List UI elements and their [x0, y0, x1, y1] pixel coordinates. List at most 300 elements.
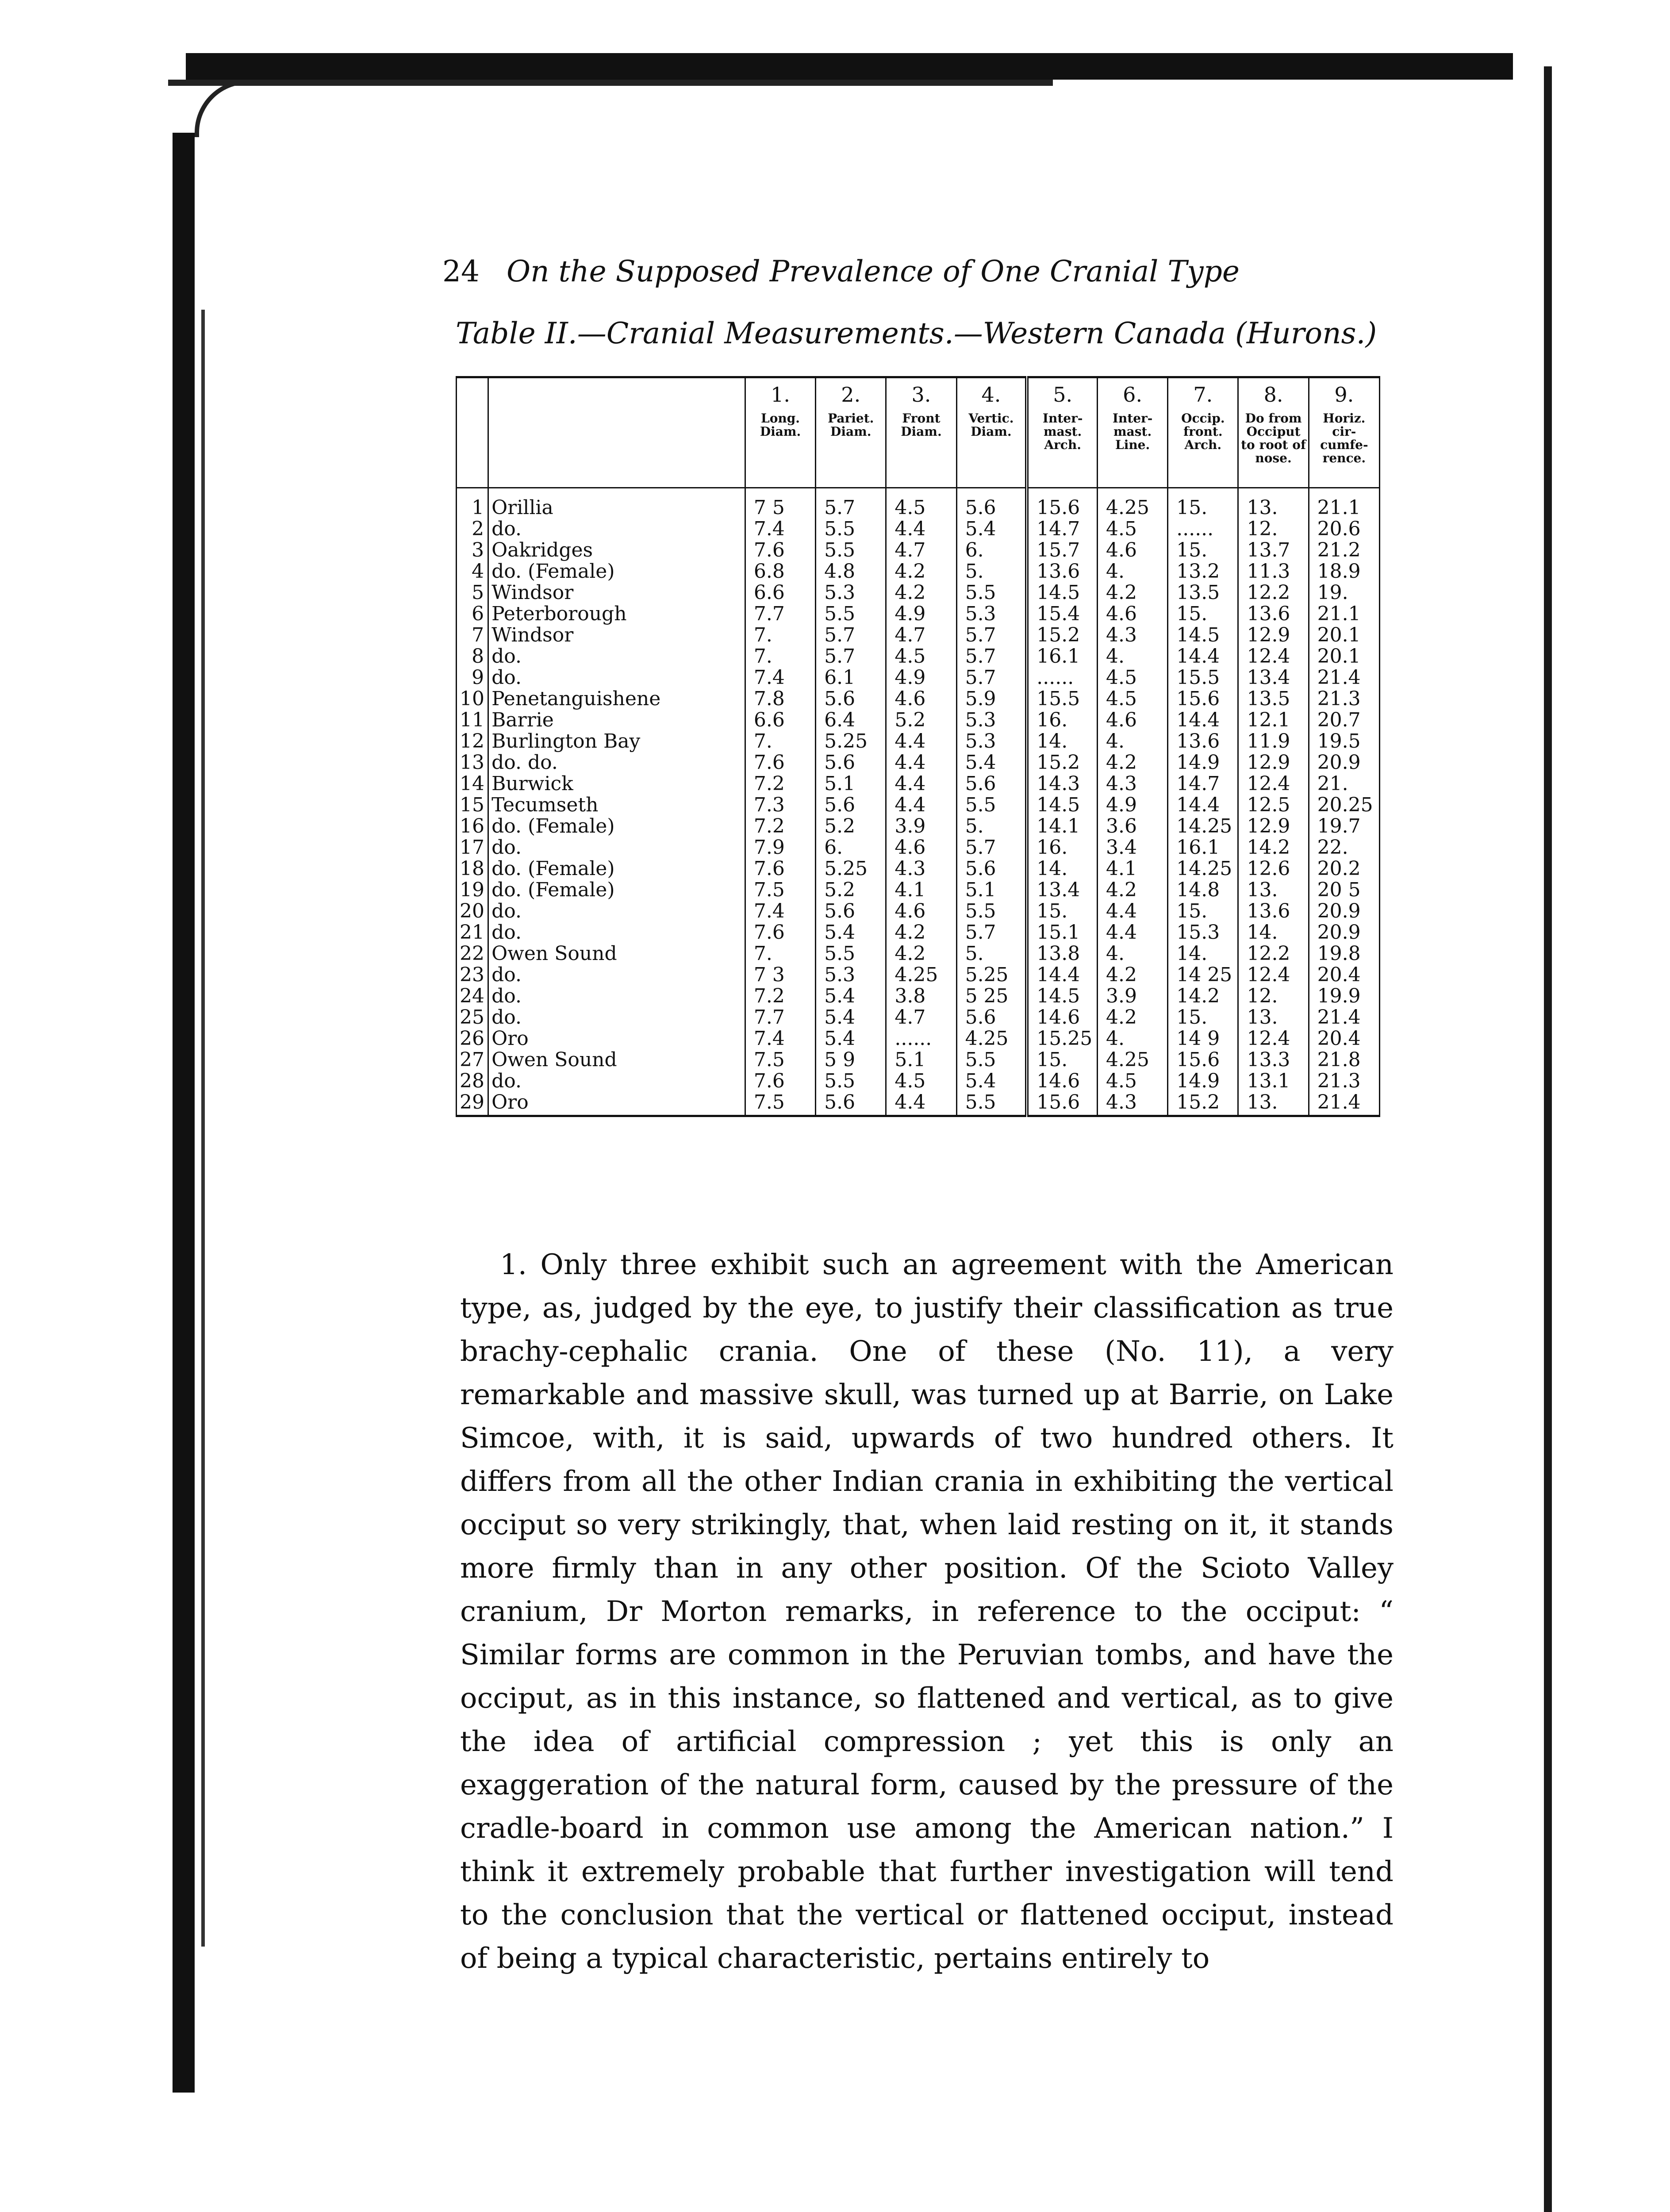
cell-col-9: 21.4: [1309, 1092, 1379, 1116]
cell-col-5: 16.1: [1027, 646, 1097, 667]
table-row: [457, 795, 1380, 816]
cell-col-4: 5.1: [956, 879, 1027, 901]
cell-col-2: 5.6: [816, 752, 886, 773]
cell-col-3: 3.8: [886, 986, 956, 1007]
cell-col-3: 4.5: [886, 488, 956, 519]
cell-col-7: 13.6: [1168, 731, 1238, 752]
column-number: 9.: [1334, 383, 1354, 407]
cell-col-9: 20 5: [1309, 879, 1379, 901]
table-row: [457, 625, 1380, 646]
row-number: 2: [457, 518, 488, 540]
cell-col-2: 5.5: [816, 518, 886, 540]
cell-col-4: 5 25: [956, 986, 1027, 1007]
cell-col-5: 15.1: [1027, 922, 1097, 943]
scan-border-top: [186, 53, 1513, 80]
cell-col-3: 4.4: [886, 1092, 956, 1116]
row-location: do. (Female): [488, 816, 745, 837]
row-number: 29: [457, 1092, 488, 1116]
cell-col-6: 3.9: [1098, 986, 1168, 1007]
header-cell-location: [488, 377, 745, 488]
cell-col-6: 4.1: [1098, 858, 1168, 879]
cell-col-9: 21.3: [1309, 1071, 1379, 1092]
column-label: Occip. front. Arch.: [1181, 411, 1225, 452]
cell-col-7: 15.: [1168, 1007, 1238, 1028]
cell-col-9: 20.9: [1309, 752, 1379, 773]
row-number: 5: [457, 582, 488, 603]
row-number: 12: [457, 731, 488, 752]
cell-col-4: 5.: [956, 943, 1027, 964]
cell-col-3: 4.5: [886, 1071, 956, 1092]
cell-col-6: 4.6: [1098, 603, 1168, 625]
row-location: Windsor: [488, 625, 745, 646]
cell-col-7: 14.25: [1168, 816, 1238, 837]
cell-col-8: 13.6: [1238, 901, 1309, 922]
cell-col-7: 14.7: [1168, 773, 1238, 795]
scan-border-left-thin: [201, 310, 205, 1947]
row-location: do. (Female): [488, 858, 745, 879]
cell-col-7: 15.5: [1168, 667, 1238, 688]
cell-col-9: 22.: [1309, 837, 1379, 858]
cell-col-3: 4.4: [886, 752, 956, 773]
cell-col-3: 4.4: [886, 795, 956, 816]
scan-border-left: [173, 133, 195, 2093]
cell-col-4: 5.7: [956, 922, 1027, 943]
cell-col-9: 21.1: [1309, 488, 1379, 519]
cell-col-9: 20.2: [1309, 858, 1379, 879]
cell-col-8: 12.9: [1238, 752, 1309, 773]
table-row: [457, 858, 1380, 879]
row-number: 1: [457, 488, 488, 519]
cell-col-8: 13.7: [1238, 540, 1309, 561]
cell-col-2: 5 9: [816, 1049, 886, 1071]
cell-col-6: 4.3: [1098, 1092, 1168, 1116]
cell-col-6: 4.2: [1098, 582, 1168, 603]
column-label: Pariet. Diam.: [828, 411, 874, 439]
cell-col-9: 20.7: [1309, 710, 1379, 731]
cell-col-8: 12.4: [1238, 773, 1309, 795]
cell-col-6: 4.: [1098, 943, 1168, 964]
cell-col-8: 11.3: [1238, 561, 1309, 582]
cell-col-1: 7 3: [745, 964, 815, 986]
cell-col-8: 13.: [1238, 879, 1309, 901]
cell-col-3: 4.25: [886, 964, 956, 986]
cell-col-4: 5.: [956, 816, 1027, 837]
cell-col-5: 15.: [1027, 1049, 1097, 1071]
scan-border-right: [1544, 66, 1552, 2212]
cell-col-7: 14.4: [1168, 646, 1238, 667]
cell-col-4: 5.6: [956, 488, 1027, 519]
cell-col-2: 5.2: [816, 816, 886, 837]
cell-col-6: 4.: [1098, 561, 1168, 582]
cell-col-5: 14.3: [1027, 773, 1097, 795]
cell-col-1: 7.6: [745, 540, 815, 561]
cell-col-2: 5.3: [816, 582, 886, 603]
cell-col-1: 6.8: [745, 561, 815, 582]
cell-col-3: 4.4: [886, 518, 956, 540]
cell-col-6: 4.6: [1098, 540, 1168, 561]
cell-col-5: 15.4: [1027, 603, 1097, 625]
cell-col-1: 7.6: [745, 1071, 815, 1092]
cell-col-4: 5.6: [956, 773, 1027, 795]
measurements-table: [456, 376, 1380, 1117]
cell-col-4: 5.5: [956, 1092, 1027, 1116]
row-number: 21: [457, 922, 488, 943]
table-row: [457, 837, 1380, 858]
header-title: On the Supposed Prevalence of One Cranial Type: [506, 254, 1240, 288]
cell-col-4: 5.4: [956, 1071, 1027, 1092]
table-caption: Table II.—Cranial Measurements.—Western Canada (Hurons.): [456, 316, 1377, 350]
cell-col-1: 6.6: [745, 710, 815, 731]
cell-col-9: 21.4: [1309, 667, 1379, 688]
column-label: Front Diam.: [901, 411, 942, 439]
cell-col-1: 7.: [745, 625, 815, 646]
row-location: Burlington Bay: [488, 731, 745, 752]
cell-col-2: 5.25: [816, 858, 886, 879]
cell-col-9: 21.3: [1309, 688, 1379, 710]
cell-col-9: 19.8: [1309, 943, 1379, 964]
row-number: 17: [457, 837, 488, 858]
row-location: Peterborough: [488, 603, 745, 625]
cell-col-5: 14.5: [1027, 582, 1097, 603]
header-cell-col-2: [816, 377, 886, 488]
cell-col-3: 4.6: [886, 688, 956, 710]
cell-col-5: 15.7: [1027, 540, 1097, 561]
cell-col-8: 13.: [1238, 488, 1309, 519]
cell-col-5: 15.5: [1027, 688, 1097, 710]
cell-col-2: 6.1: [816, 667, 886, 688]
column-number: 1.: [771, 383, 790, 407]
table-row: [457, 922, 1380, 943]
cell-col-9: 19.: [1309, 582, 1379, 603]
cell-col-8: 14.2: [1238, 837, 1309, 858]
row-location: do.: [488, 518, 745, 540]
row-number: 10: [457, 688, 488, 710]
cell-col-9: 21.8: [1309, 1049, 1379, 1071]
cell-col-8: 13.1: [1238, 1071, 1309, 1092]
cell-col-4: 5.4: [956, 518, 1027, 540]
cell-col-8: 12.2: [1238, 582, 1309, 603]
cell-col-6: 4.9: [1098, 795, 1168, 816]
cell-col-6: 4.4: [1098, 922, 1168, 943]
cell-col-8: 13.3: [1238, 1049, 1309, 1071]
cell-col-2: 5.4: [816, 922, 886, 943]
row-location: Orillia: [488, 488, 745, 519]
cell-col-7: 15.: [1168, 901, 1238, 922]
cell-col-4: 5.5: [956, 582, 1027, 603]
cell-col-4: 5.25: [956, 964, 1027, 986]
table-row: [457, 561, 1380, 582]
column-label: Inter-mast. Arch.: [1042, 411, 1083, 452]
cell-col-8: 13.6: [1238, 603, 1309, 625]
cell-col-3: 4.9: [886, 603, 956, 625]
cell-col-3: 5.1: [886, 1049, 956, 1071]
row-location: do.: [488, 667, 745, 688]
column-number: 6.: [1123, 383, 1143, 407]
cell-col-7: 14.4: [1168, 795, 1238, 816]
scan-border-top-thin: [168, 80, 1053, 86]
cell-col-9: 21.4: [1309, 1007, 1379, 1028]
table-row: [457, 986, 1380, 1007]
cell-col-1: 7 5: [745, 488, 815, 519]
table-row: [457, 731, 1380, 752]
row-number: 16: [457, 816, 488, 837]
cell-col-3: 4.7: [886, 625, 956, 646]
cell-col-5: 14.4: [1027, 964, 1097, 986]
header-cell-col-8: [1238, 377, 1309, 488]
cell-col-9: 20.1: [1309, 625, 1379, 646]
cell-col-7: 16.1: [1168, 837, 1238, 858]
cell-col-2: 5.7: [816, 646, 886, 667]
cell-col-5: 13.6: [1027, 561, 1097, 582]
row-location: do.: [488, 1007, 745, 1028]
cell-col-8: 12.5: [1238, 795, 1309, 816]
cell-col-5: 15.: [1027, 901, 1097, 922]
cell-col-9: 19.5: [1309, 731, 1379, 752]
row-location: do.: [488, 1071, 745, 1092]
cell-col-3: 4.4: [886, 773, 956, 795]
cell-col-5: 14.6: [1027, 1007, 1097, 1028]
cell-col-3: 4.2: [886, 582, 956, 603]
cell-col-4: 5.6: [956, 1007, 1027, 1028]
table-row: [457, 667, 1380, 688]
table-row: [457, 816, 1380, 837]
cell-col-7: ......: [1168, 518, 1238, 540]
cell-col-7: 13.2: [1168, 561, 1238, 582]
row-location: Barrie: [488, 710, 745, 731]
cell-col-2: 5.6: [816, 688, 886, 710]
row-location: do.: [488, 837, 745, 858]
cell-col-4: 5.3: [956, 710, 1027, 731]
cell-col-8: 12.2: [1238, 943, 1309, 964]
cell-col-9: 19.9: [1309, 986, 1379, 1007]
cell-col-7: 15.6: [1168, 688, 1238, 710]
row-number: 18: [457, 858, 488, 879]
cell-col-5: 14.5: [1027, 795, 1097, 816]
cell-col-2: 5.5: [816, 603, 886, 625]
cell-col-8: 13.: [1238, 1092, 1309, 1116]
cell-col-7: 13.5: [1168, 582, 1238, 603]
table-row: [457, 1092, 1380, 1116]
cell-col-8: 13.5: [1238, 688, 1309, 710]
row-location: do.: [488, 901, 745, 922]
cell-col-4: 5.6: [956, 858, 1027, 879]
cell-col-2: 5.5: [816, 540, 886, 561]
cell-col-1: 7.6: [745, 752, 815, 773]
column-number: 7.: [1193, 383, 1213, 407]
cell-col-2: 5.1: [816, 773, 886, 795]
cell-col-6: 4.2: [1098, 752, 1168, 773]
cell-col-9: 21.: [1309, 773, 1379, 795]
cell-col-3: 4.1: [886, 879, 956, 901]
cell-col-4: 5.3: [956, 603, 1027, 625]
row-number: 8: [457, 646, 488, 667]
row-number: 7: [457, 625, 488, 646]
cell-col-1: 7.5: [745, 1049, 815, 1071]
cell-col-2: 5.4: [816, 1028, 886, 1049]
cell-col-7: 14.9: [1168, 752, 1238, 773]
cell-col-8: 12.4: [1238, 1028, 1309, 1049]
row-number: 6: [457, 603, 488, 625]
header-cell-col-3: [886, 377, 956, 488]
cell-col-4: 5.7: [956, 837, 1027, 858]
cell-col-4: 5.3: [956, 731, 1027, 752]
cell-col-9: 20.6: [1309, 518, 1379, 540]
cell-col-2: 6.4: [816, 710, 886, 731]
cell-col-8: 12.4: [1238, 646, 1309, 667]
row-number: 28: [457, 1071, 488, 1092]
cell-col-1: 7.: [745, 731, 815, 752]
row-location: do.: [488, 964, 745, 986]
cell-col-1: 7.2: [745, 816, 815, 837]
cell-col-2: 5.6: [816, 1092, 886, 1116]
column-label: Do from Occiput to root of nose.: [1241, 411, 1306, 465]
cell-col-4: 5.: [956, 561, 1027, 582]
cell-col-2: 5.4: [816, 1007, 886, 1028]
table-row: [457, 773, 1380, 795]
row-number: 22: [457, 943, 488, 964]
table-row: [457, 752, 1380, 773]
row-number: 20: [457, 901, 488, 922]
cell-col-2: 5.6: [816, 901, 886, 922]
table-row: [457, 1028, 1380, 1049]
cell-col-2: 5.5: [816, 1071, 886, 1092]
row-location: Windsor: [488, 582, 745, 603]
table-row: [457, 1049, 1380, 1071]
cell-col-4: 5.7: [956, 667, 1027, 688]
column-label: Long. Diam.: [760, 411, 801, 439]
cell-col-4: 5.5: [956, 1049, 1027, 1071]
row-location: Tecumseth: [488, 795, 745, 816]
cell-col-2: 5.3: [816, 964, 886, 986]
page-number: 24: [442, 254, 480, 288]
cell-col-7: 14.: [1168, 943, 1238, 964]
cell-col-5: 15.2: [1027, 625, 1097, 646]
cell-col-6: 4.5: [1098, 688, 1168, 710]
table-row: [457, 540, 1380, 561]
row-number: 26: [457, 1028, 488, 1049]
cell-col-3: 4.6: [886, 837, 956, 858]
row-number: 13: [457, 752, 488, 773]
cell-col-6: 4.: [1098, 731, 1168, 752]
row-number: 25: [457, 1007, 488, 1028]
cell-col-3: 4.5: [886, 646, 956, 667]
cell-col-3: 4.7: [886, 540, 956, 561]
cell-col-5: 13.8: [1027, 943, 1097, 964]
cell-col-2: 5.25: [816, 731, 886, 752]
cell-col-7: 14 25: [1168, 964, 1238, 986]
cell-col-8: 12.6: [1238, 858, 1309, 879]
cell-col-3: ......: [886, 1028, 956, 1049]
row-number: 24: [457, 986, 488, 1007]
cell-col-1: 7.4: [745, 667, 815, 688]
cell-col-2: 4.8: [816, 561, 886, 582]
cell-col-5: 14.6: [1027, 1071, 1097, 1092]
cell-col-4: 5.7: [956, 625, 1027, 646]
cell-col-1: 7.: [745, 943, 815, 964]
row-location: Oro: [488, 1092, 745, 1116]
cell-col-6: 4.5: [1098, 1071, 1168, 1092]
cell-col-5: 15.25: [1027, 1028, 1097, 1049]
cell-col-9: 20.9: [1309, 922, 1379, 943]
cell-col-1: 7.6: [745, 858, 815, 879]
cell-col-5: 14.5: [1027, 986, 1097, 1007]
column-label: Horiz. cir-cumfe-rence.: [1320, 411, 1368, 465]
cell-col-1: 7.: [745, 646, 815, 667]
cell-col-5: 14.7: [1027, 518, 1097, 540]
paragraph: 1. Only three exhibit such an agreement with the American type, as, judged by the eye, to justify their classification as true brachy-cephalic crania. One of these (No. 11), a very remarkable and massive skull, was turned up at Barrie, on Lake Simcoe, with, it is said, upwards of two hundred others. It differs from all the other Indian crania in exhibiting the vertical occiput so very strikingly, that, when laid resting on it, it stands more firmly than in any other position. Of the Scioto Valley cranium, Dr Morton remarks, in reference to the occiput: “ Similar forms are common in the Peruvian tombs, and have the occiput, as in this instance, so flattened and vertical, as to give the idea of artificial compression ; yet this is only an exaggeration of the natural form, caused by the pressure of the cradle-board in common use among the American nation.” I think it extremely probable that further investigation will tend to the conclusion that the vertical or flattened occiput, instead of being a typical characteristic, pertains entirely to: [460, 1248, 1394, 1975]
header-cell-number: [457, 377, 488, 488]
cell-col-8: 12.4: [1238, 964, 1309, 986]
cell-col-6: 4.2: [1098, 879, 1168, 901]
cell-col-3: 4.2: [886, 922, 956, 943]
cell-col-1: 6.6: [745, 582, 815, 603]
cell-col-3: 5.2: [886, 710, 956, 731]
cell-col-2: 5.7: [816, 488, 886, 519]
row-number: 15: [457, 795, 488, 816]
row-location: do.: [488, 986, 745, 1007]
cell-col-7: 14.2: [1168, 986, 1238, 1007]
table-row: [457, 1007, 1380, 1028]
column-number: 2.: [841, 383, 861, 407]
column-label: Inter-mast. Line.: [1112, 411, 1153, 452]
row-number: 14: [457, 773, 488, 795]
table-row: [457, 603, 1380, 625]
column-number: 8.: [1263, 383, 1283, 407]
row-location: Oakridges: [488, 540, 745, 561]
cell-col-7: 15.: [1168, 603, 1238, 625]
cell-col-7: 15.6: [1168, 1049, 1238, 1071]
cell-col-2: 6.: [816, 837, 886, 858]
cell-col-6: 4.6: [1098, 710, 1168, 731]
cell-col-6: 4.25: [1098, 1049, 1168, 1071]
cell-col-3: 4.2: [886, 561, 956, 582]
cell-col-8: 12.9: [1238, 625, 1309, 646]
measurements-grid: [456, 376, 1380, 1117]
cell-col-8: 12.: [1238, 986, 1309, 1007]
cell-col-7: 15.: [1168, 540, 1238, 561]
cell-col-6: 4.5: [1098, 667, 1168, 688]
cell-col-6: 4.5: [1098, 518, 1168, 540]
cell-col-6: 4.3: [1098, 625, 1168, 646]
cell-col-6: 4.: [1098, 646, 1168, 667]
cell-col-5: 15.2: [1027, 752, 1097, 773]
header-cell-col-9: [1309, 377, 1379, 488]
header-cell-col-1: [745, 377, 815, 488]
header-cell-col-4: [956, 377, 1027, 488]
cell-col-5: 16.: [1027, 837, 1097, 858]
row-location: do.: [488, 646, 745, 667]
row-location: Owen Sound: [488, 1049, 745, 1071]
row-number: 27: [457, 1049, 488, 1071]
cell-col-4: 5.7: [956, 646, 1027, 667]
cell-col-9: 19.7: [1309, 816, 1379, 837]
cell-col-9: 20.25: [1309, 795, 1379, 816]
row-number: 3: [457, 540, 488, 561]
cell-col-3: 4.3: [886, 858, 956, 879]
column-number: 5.: [1053, 383, 1073, 407]
cell-col-9: 20.1: [1309, 646, 1379, 667]
table-row: [457, 710, 1380, 731]
header-cell-col-7: [1168, 377, 1238, 488]
row-location: Burwick: [488, 773, 745, 795]
cell-col-1: 7.7: [745, 1007, 815, 1028]
row-location: Penetanguishene: [488, 688, 745, 710]
cell-col-1: 7.6: [745, 922, 815, 943]
table-row: [457, 488, 1380, 519]
cell-col-5: 15.6: [1027, 488, 1097, 519]
cell-col-5: ......: [1027, 667, 1097, 688]
row-location: do. (Female): [488, 561, 745, 582]
